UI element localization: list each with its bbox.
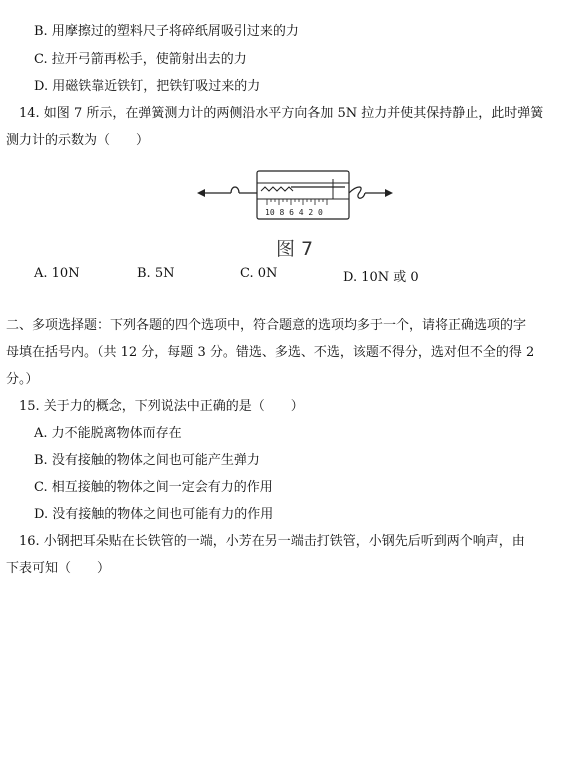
q15-option-a: A. 力不能脱离物体而存在 [34,426,182,441]
section2-heading-line2: 母填在括号内。（共 12 分，每题 3 分。错选、多选、不选，该题不得分，选对但不全的得 2 [6,345,535,360]
section2-heading-line3: 分。） [6,372,39,387]
q14-option-c: C. 0N [240,266,278,281]
scale-number-labels: 10 8 6 4 2 0 [265,208,323,217]
q15-option-c: C. 相互接触的物体之间一定会有力的作用 [34,480,273,495]
q14-option-a: A. 10N [34,266,80,281]
q14-options [0,266,585,284]
q14-option-b: B. 5N [137,266,175,281]
q13-option-b: B. 用摩擦过的塑料尺子将碎纸屑吸引过来的力 [34,24,299,39]
q14-option-d: D. 10N 或 0 [343,270,419,285]
q15-stem: 15. 关于力的概念，下列说法中正确的是（ ） [19,399,304,414]
q14-stem-line1: 14. 如图 7 所示，在弹簧测力计的两侧沿水平方向各加 5N 拉力并使其保持静止，此时弹簧 [19,106,544,121]
q16-stem-line1: 16. 小钢把耳朵贴在长铁管的一端，小芳在另一端击打铁管，小钢先后听到两个响声，由 [19,534,525,549]
q13-option-d: D. 用磁铁靠近铁钉，把铁钉吸过来的力 [34,79,261,94]
q13-option-c: C. 拉开弓箭再松手，使箭射出去的力 [34,52,247,67]
q16-stem-line2: 下表可知（ ） [6,561,111,576]
q15-option-b: B. 没有接触的物体之间也可能产生弹力 [34,453,260,468]
q15-option-d: D. 没有接触的物体之间也可能有力的作用 [34,507,274,522]
q14-stem-line2: 测力计的示数为（ ） [6,133,150,148]
section2-heading-line1: 二、多项选择题：下列各题的四个选项中，符合题意的选项均多于一个，请将正确选项的字 [6,318,527,333]
figure-caption: 图 7 [276,238,314,260]
